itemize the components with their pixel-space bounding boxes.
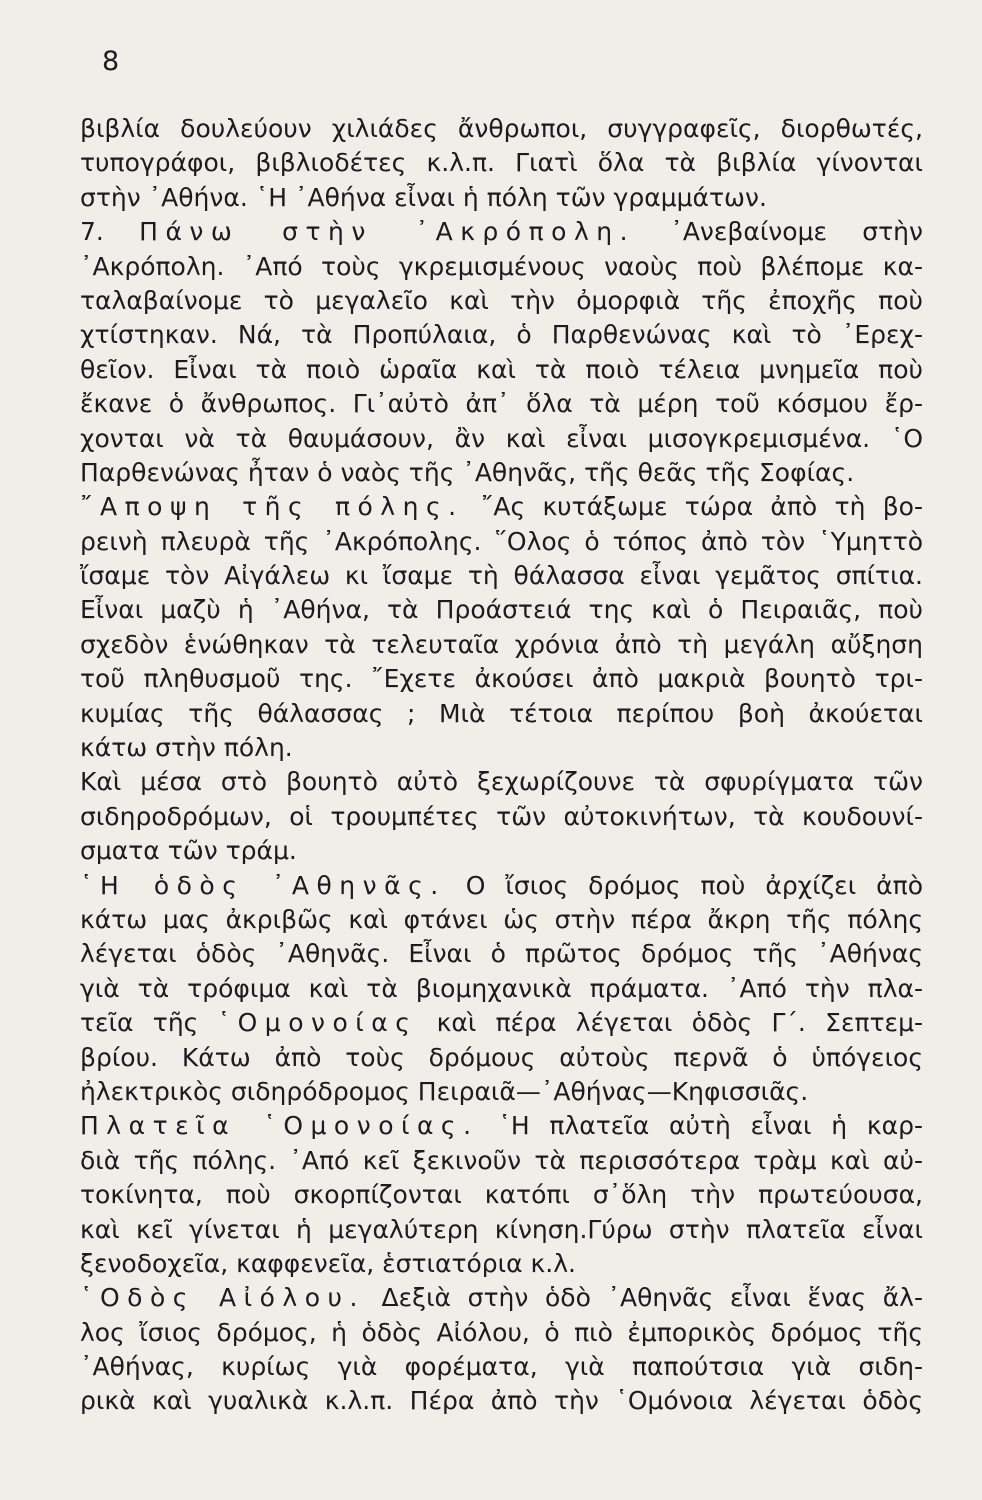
line-text: γιὰ τὰ τρόφιμα καὶ τὰ βιομηχανικὰ πράματα. ᾽Από τὴν πλα- (80, 973, 923, 1003)
spaced-heading: ῾Οδὸς Αἰόλου. (80, 1283, 365, 1313)
line-text: ῎Ας κυτάξωμε τώρα ἀπὸ τὴ βο- (463, 492, 923, 522)
line-text: τυπογράφοι, βιβλιοδέτες κ.λ.π. Γιατὶ ὅλα τὰ βιβλία γίνονται (80, 148, 923, 178)
line-text: ᾽Ανεβαίνομε στὴν (635, 217, 923, 247)
text-line (80, 353, 923, 387)
line-text: θεῖον. Εἶναι τὰ ποιὸ ὡραῖα καὶ τὰ ποιὸ τέλεια μνημεῖα ποὺ (80, 354, 923, 384)
text-line (80, 1247, 923, 1281)
spaced-heading: Πλατεῖα ῾Ομονοίας. (80, 1111, 479, 1141)
line-text: βρίου. Κάτω ἀπὸ τοὺς δρόμους αὐτοὺς περνᾶ ὁ ὑπόγειος (80, 1042, 923, 1072)
line-text: κυμίας τῆς θάλασσας ; Μιὰ τέτοια περίπου βοὴ ἀκούεται (80, 698, 923, 728)
line-text: Παρθενώνας ἦταν ὁ ναὸς τῆς ᾽Αθηνᾶς, τῆς θεᾶς τῆς Σοφίας. (80, 457, 855, 487)
line-text: καὶ κεῖ γίνεται ἡ μεγαλύτερη κίνηση.Γύρω στὴν πλατεῖα εἶναι (80, 1214, 923, 1244)
line-text: ᾽Αθήνας, κυρίως γιὰ φορέματα, γιὰ παπούτσια γιὰ σιδη- (80, 1352, 923, 1382)
text-line (80, 559, 923, 593)
line-text: 7. (80, 217, 140, 247)
line-text: βιβλία δουλεύουν χιλιάδες ἄνθρωποι, συγγραφεῖς, διορθωτές, (80, 114, 923, 143)
line-text: ἠλεκτρικὸς σιδηρόδρομος Πειραιᾶ—᾽Αθήνας—Κηφισσιᾶς. (80, 1076, 809, 1106)
line-text: στὴν ᾽Αθήνα. ῾Η ᾽Αθήνα εἶναι ἡ πόλη τῶν γραμμάτων. (80, 182, 767, 212)
line-text: σιδηροδρόμων, οἱ τρουμπέτες τῶν αὐτοκινήτων, τὰ κουδουνί- (80, 801, 923, 831)
text-line (80, 1178, 923, 1212)
text-line (80, 972, 923, 1006)
text-line (80, 181, 923, 215)
line-text: διὰ τῆς πόλης. ᾽Από κεῖ ξεκινοῦν τὰ περισσότερα τρὰμ καὶ αὐ- (80, 1145, 923, 1175)
text-line (80, 765, 923, 799)
text-line (80, 422, 923, 456)
line-text: τοκίνητα, ποὺ σκορπίζονται κατόπι σ᾽ὅλη τὴν πρωτεύουσα, (80, 1180, 923, 1210)
text-line (80, 1384, 923, 1418)
text-line (80, 1109, 923, 1143)
text-line (80, 146, 923, 180)
line-text: ἔκανε ὁ ἄνθρωπος. Γι᾽αὐτὸ ἀπ᾽ ὅλα τὰ μέρη τοῦ κόσμου ἔρ- (80, 389, 923, 419)
text-line (80, 628, 923, 662)
text-line (80, 593, 923, 627)
text-line (80, 284, 923, 318)
line-text: σχεδὸν ἑνώθηκαν τὰ τελευταῖα χρόνια ἀπὸ τὴ μεγάλη αὔξηση (80, 629, 923, 659)
line-text: ῾Η πλατεῖα αὐτὴ εἶναι ἡ καρ- (478, 1111, 923, 1141)
text-line (80, 662, 923, 696)
text-line (80, 1075, 923, 1109)
line-text: ἴσαμε τὸν Αἰγάλεω κι ἴσαμε τὴ θάλασσα εἶναι γεμᾶτος σπίτια. (80, 561, 923, 591)
text-line (80, 1144, 923, 1178)
text-line (80, 1350, 923, 1384)
text-line (80, 869, 923, 903)
line-text: ᾽Ακρόπολη. ᾽Από τοὺς γκρεμισμένους ναοὺς ποὺ βλέπομε κα- (80, 251, 923, 281)
text-line (80, 937, 923, 971)
body-text (80, 112, 923, 1419)
text-line (80, 800, 923, 834)
spaced-heading: Πάνω στὴν ᾽Ακρόπολη. (139, 217, 636, 247)
text-line (80, 1316, 923, 1350)
text-line (80, 387, 923, 421)
line-text: καὶ πέρα λέγεται ὁδὸς Γ΄. Σεπτεμ- (417, 1008, 923, 1038)
line-text: σματα τῶν τράμ. (80, 836, 297, 866)
line-text: τοῦ πληθυσμοῦ της. ῎Εχετε ἀκούσει ἀπὸ μακριὰ βουητὸ τρι- (80, 664, 923, 694)
text-line (80, 903, 923, 937)
line-text: Καὶ μέσα στὸ βουητὸ αὐτὸ ξεχωρίζουνε τὰ σφυρίγματα τῶν (80, 767, 923, 797)
line-text: ξενοδοχεῖα, καφφενεῖα, ἑστιατόρια κ.λ. (80, 1248, 576, 1278)
line-text: Ο ἴσιος δρόμος ποὺ ἀρχίζει ἀπὸ (445, 870, 923, 900)
text-line (80, 1041, 923, 1075)
text-line (80, 490, 923, 524)
text-line (80, 1281, 923, 1315)
line-text: κάτω μας ἀκριβῶς καὶ φτάνει ὡς στὴν πέρα ἄκρη τῆς πόλης (80, 904, 923, 934)
text-line (80, 731, 923, 765)
line-text: λος ἴσιος δρόμος, ἡ ὁδὸς Αἰόλου, ὁ πιὸ ἐμπορικὸς δρόμος τῆς (80, 1317, 923, 1347)
text-line (80, 1006, 923, 1040)
text-line (80, 318, 923, 352)
text-line (80, 1213, 923, 1247)
line-text: λέγεται ὁδὸς ᾽Αθηνᾶς. Εἶναι ὁ πρῶτος δρόμος τῆς ᾽Αθήνας (80, 939, 923, 969)
line-text: χονται νὰ τὰ θαυμάσουν, ἂν καὶ εἶναι μισογκρεμισμένα. ῾Ο (80, 423, 923, 453)
line-text: Εἶναι μαζὺ ἡ ᾽Αθήνα, τὰ Προάστειά της καὶ ὁ Πειραιᾶς, ποὺ (80, 595, 923, 625)
spaced-heading: ῎Αποψη τῆς πόλης. (80, 492, 464, 522)
line-text: ρεινὴ πλευρὰ τῆς ᾽Ακρόπολης. ῞Ολος ὁ τόπος ἀπὸ τὸν ῾Υμηττὸ (80, 526, 923, 556)
text-line (80, 456, 923, 490)
text-line (80, 834, 923, 868)
line-text: τεῖα τῆς (80, 1008, 218, 1038)
line-text: κάτω στὴν πόλη. (80, 733, 293, 763)
spaced-heading: ῾Ομονοίας (217, 1008, 418, 1038)
text-line (80, 215, 923, 249)
page-number: 8 (102, 46, 120, 77)
text-line (80, 250, 923, 284)
text-line (80, 525, 923, 559)
text-line (80, 697, 923, 731)
text-line (80, 112, 923, 146)
line-text: χτίστηκαν. Νά, τὰ Προπύλαια, ὁ Παρθενώνας καὶ τὸ ᾽Ερεχ- (80, 320, 923, 350)
spaced-heading: ῾Η ὁδὸς ᾽Αθηνᾶς. (80, 870, 446, 900)
line-text: ταλαβαίνομε τὸ μεγαλεῖο καὶ τὴν ὀμορφιὰ τῆς ἐποχῆς ποὺ (80, 285, 923, 315)
line-text: ρικὰ καὶ γυαλικὰ κ.λ.π. Πέρα ἀπὸ τὴν ῾Ομόνοια λέγεται ὁδὸς (80, 1386, 923, 1416)
line-text: Δεξιὰ στὴν ὁδὸ ᾽Αθηνᾶς εἶναι ἕνας ἄλ- (364, 1283, 923, 1313)
